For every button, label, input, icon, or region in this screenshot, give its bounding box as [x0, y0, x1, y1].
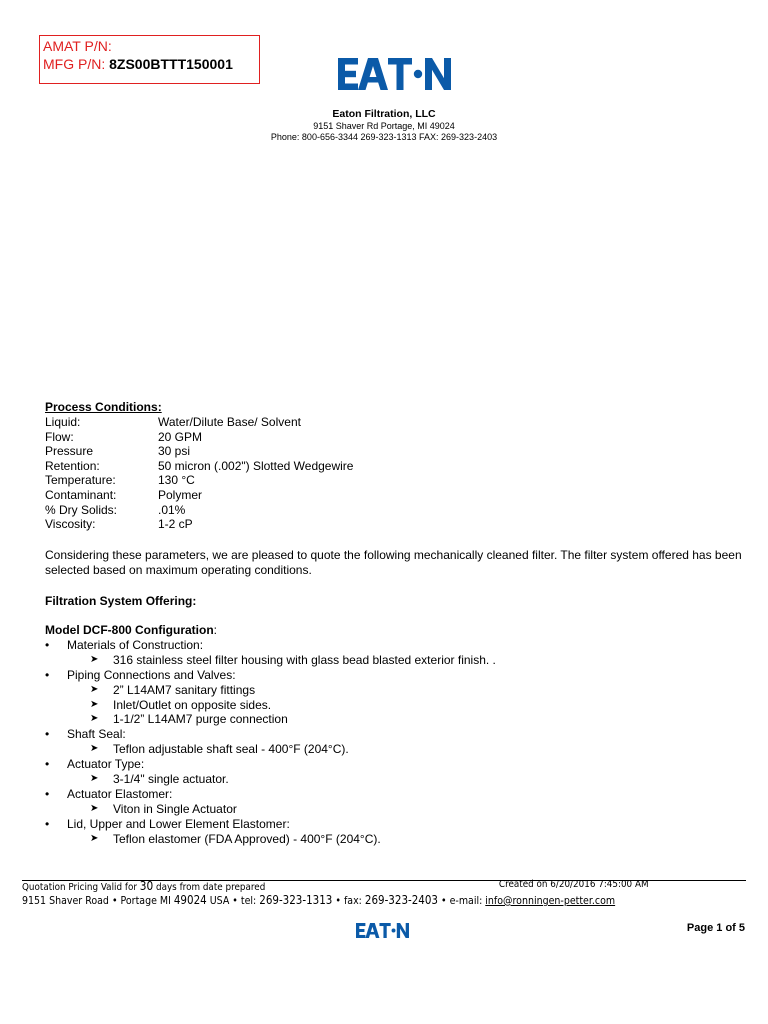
part-number-box — [39, 35, 260, 84]
arrow-bullet-icon: ➤ — [90, 683, 99, 695]
condition-value: 130 °C — [158, 473, 195, 488]
process-condition-row — [45, 415, 353, 430]
intro-paragraph: Considering these parameters, we are pleased to quote the following mechanically cleaned filter. The filter system offered has been selected based on maximum operating conditions. — [45, 548, 742, 577]
created-date: Created on 6/20/2016 7:45:00 AM — [498, 879, 649, 890]
model-title: Model DCF-800 Configuration: — [45, 623, 218, 637]
condition-label: Flow: — [45, 429, 74, 444]
condition-value: Polymer — [158, 487, 203, 502]
condition-label: Liquid: — [45, 415, 81, 429]
condition-value: Water/Dilute Base/ Solvent — [158, 415, 301, 429]
condition-label: Pressure — [45, 444, 94, 459]
quote-validity: Quotation Pricing Valid for 30 days from date prepared — [22, 879, 266, 893]
condition-value: 50 micron (.002") Slotted Wedgewire — [158, 458, 354, 473]
arrow-bullet-icon: ➤ — [90, 773, 99, 785]
eaton-footer-logo — [355, 923, 410, 938]
process-condition-row — [45, 430, 353, 445]
offering-title: Filtration System Offering: — [45, 594, 197, 608]
condition-value: 30 psi — [158, 444, 191, 459]
eaton-logo — [338, 58, 451, 90]
process-condition-row — [45, 444, 353, 459]
arrow-bullet-icon: ➤ — [90, 802, 99, 814]
company-phone: Phone: 800-656-3344 269-323-1313 FAX: 269-323-2403 — [270, 132, 498, 142]
process-condition-row — [45, 488, 353, 503]
model-name: Model DCF-800 Configuration — [45, 623, 214, 637]
condition-label: % Dry Solids: — [45, 502, 118, 517]
condition-value: 20 GPM — [158, 429, 203, 444]
process-condition-row — [45, 503, 353, 518]
footer-quote-line — [22, 879, 649, 893]
footer-contact-line: 9151 Shaver Road • Portage MI 49024 USA • tel: 269-323-1313 • fax: 269-323-2403 • e-mail: info@ronningen-petter.com — [22, 893, 616, 907]
bullet-icon: • — [45, 638, 50, 652]
bullet-icon: • — [45, 786, 50, 801]
company-address: 9151 Shaver Rd Portage, MI 49024 — [313, 121, 455, 131]
condition-label: Temperature: — [45, 473, 116, 488]
bullet-icon: • — [45, 667, 50, 682]
process-conditions-title: Process Conditions: — [45, 400, 162, 414]
mfg-part-number: MFG P/N: 8ZS00BTTT150001 — [43, 56, 233, 72]
bullet-icon: • — [45, 727, 50, 742]
process-condition-row — [45, 459, 353, 474]
condition-label: Contaminant: — [45, 487, 117, 502]
arrow-bullet-icon: ➤ — [90, 713, 99, 725]
arrow-bullet-icon: ➤ — [90, 653, 99, 665]
condition-label: Viscosity: — [45, 517, 96, 532]
arrow-bullet-icon: ➤ — [90, 698, 99, 710]
mfg-part-number-value: 8ZS00BTTT150001 — [109, 56, 233, 72]
company-name: Eaton Filtration, LLC — [332, 108, 436, 120]
bullet-icon: • — [45, 816, 50, 831]
process-condition-row — [45, 517, 353, 532]
condition-value: .01% — [158, 502, 186, 517]
email-link[interactable]: info@ronningen-petter.com — [485, 894, 616, 907]
page-number: Page 1 of 5 — [686, 922, 745, 934]
amat-part-number: AMAT P/N: — [43, 38, 112, 54]
condition-label: Retention: — [45, 458, 100, 473]
arrow-bullet-icon: ➤ — [90, 832, 99, 844]
process-conditions-table — [45, 415, 353, 532]
arrow-bullet-icon: ➤ — [90, 743, 99, 755]
bullet-icon: • — [45, 757, 50, 772]
condition-value: 1-2 cP — [158, 517, 193, 532]
process-condition-row — [45, 473, 353, 488]
